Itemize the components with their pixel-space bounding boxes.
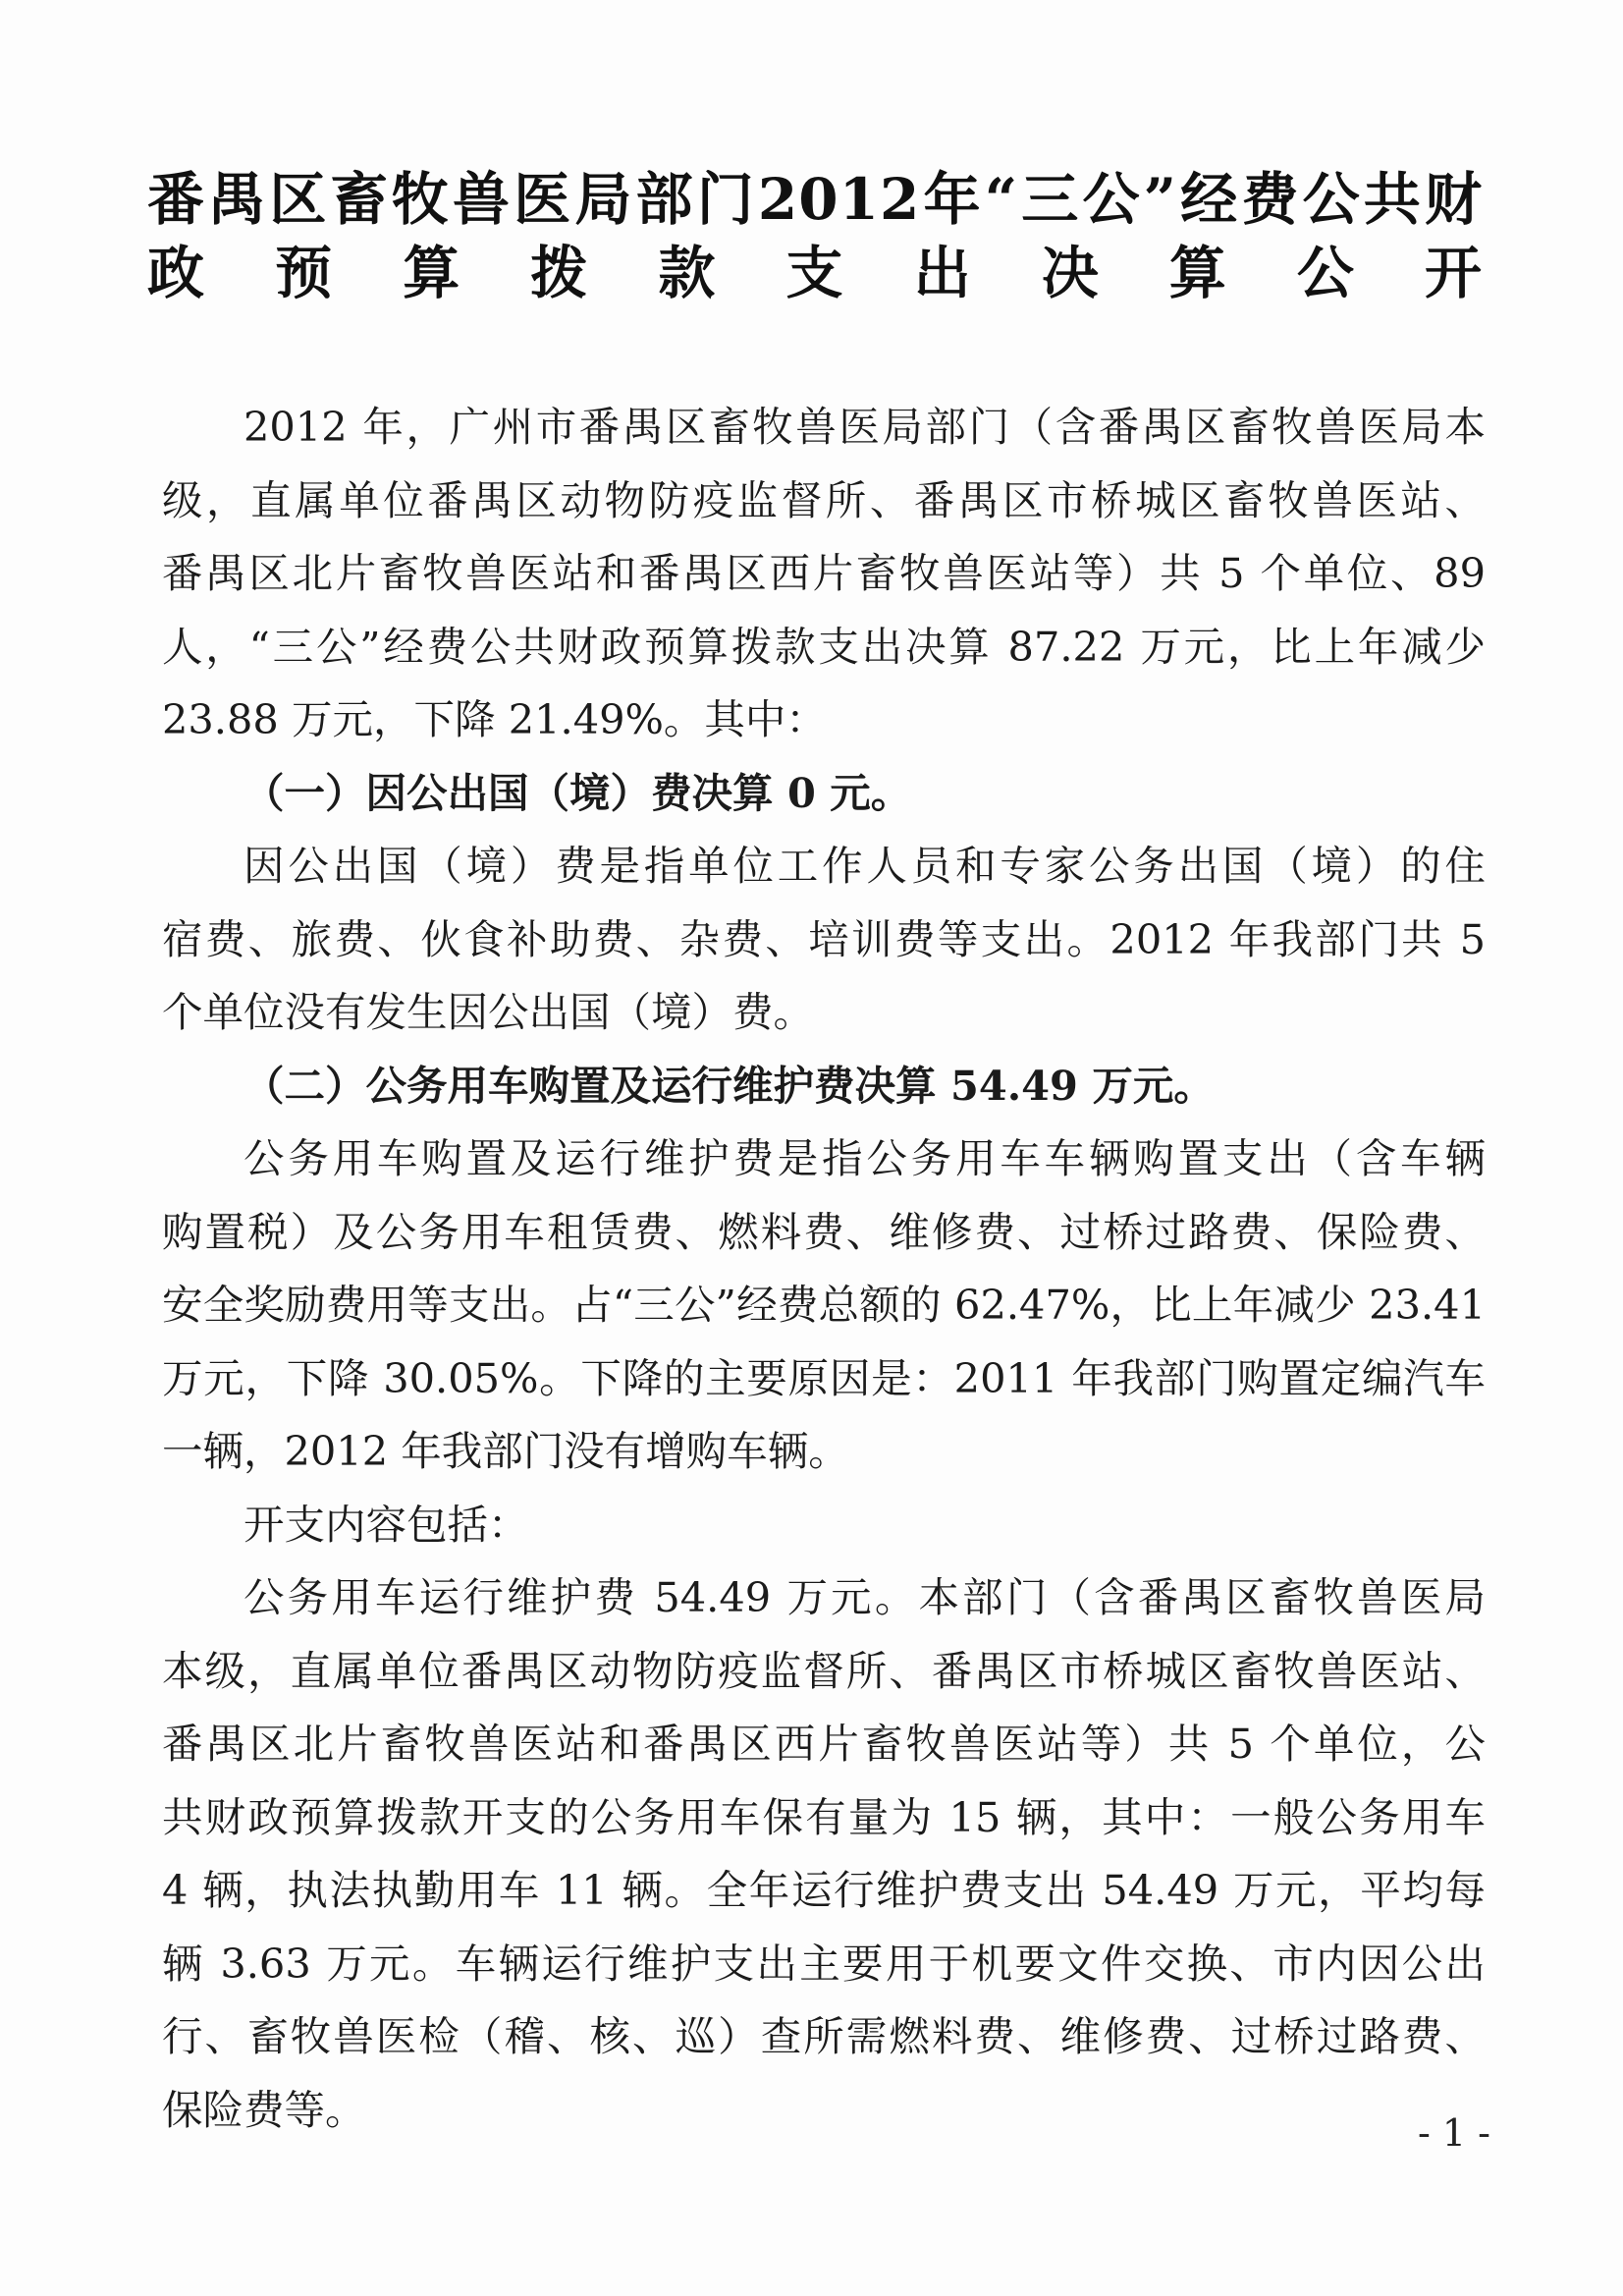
intro-line-1: 2012 年，广州市番禺区畜牧兽医局部门（含番禺区畜牧兽医局本 xyxy=(243,403,1486,451)
expense-line-6: 辆 3.63 万元。车辆运行维护支出主要用于机要文件交换、市内因公出 xyxy=(162,1939,1486,1988)
section2-heading: （二）公务用车购置及运行维护费决算 54.49 万元。 xyxy=(243,1061,1215,1110)
section2-line-1: 公务用车购置及运行维护费是指公务用车车辆购置支出（含车辆 xyxy=(243,1134,1486,1182)
intro-line-3: 番禺区北片畜牧兽医站和番禺区西片畜牧兽医站等）共 5 个单位、89 xyxy=(162,549,1486,597)
expense-intro: 开支内容包括： xyxy=(243,1500,529,1549)
document-body xyxy=(162,391,1486,2147)
expense-line-7: 行、畜牧兽医检（稽、核、巡）查所需燃料费、维修费、过桥过路费、 xyxy=(162,2012,1486,2060)
page-number: - 1 - xyxy=(1417,2111,1490,2155)
expense-line-2: 本级，直属单位番禺区动物防疫监督所、番禺区市桥城区畜牧兽医站、 xyxy=(162,1646,1486,1695)
title-line-1: 番禺区畜牧兽医局部门2012年“三公”经费公共财 xyxy=(147,166,1483,233)
section1-line-3: 个单位没有发生因公出国（境）费。 xyxy=(162,988,815,1036)
section2-line-2: 购置税）及公务用车租赁费、燃料费、维修费、过桥过路费、保险费、 xyxy=(162,1207,1486,1256)
document-title xyxy=(147,155,1483,306)
section1-heading: （一）因公出国（境）费决算 0 元。 xyxy=(243,768,912,817)
expense-line-3: 番禺区北片畜牧兽医站和番禺区西片畜牧兽医站等）共 5 个单位，公 xyxy=(162,1720,1486,1768)
expense-line-1: 公务用车运行维护费 54.49 万元。本部门（含番禺区畜牧兽医局 xyxy=(243,1573,1486,1621)
section2-line-5: 一辆，2012 年我部门没有增购车辆。 xyxy=(162,1427,849,1475)
intro-line-2: 级，直属单位番禺区动物防疫监督所、番禺区市桥城区畜牧兽医站、 xyxy=(162,475,1486,524)
intro-line-5: 23.88 万元，下降 21.49%。其中： xyxy=(162,695,827,743)
section2-line-4: 万元，下降 30.05%。下降的主要原因是：2011 年我部门购置定编汽车 xyxy=(162,1353,1486,1402)
section1-line-1: 因公出国（境）费是指单位工作人员和专家公务出国（境）的住 xyxy=(243,842,1486,890)
expense-line-4: 共财政预算拨款开支的公务用车保有量为 15 辆，其中：一般公务用车 xyxy=(162,1792,1486,1841)
section1-line-2: 宿费、旅费、伙食补助费、杂费、培训费等支出。2012 年我部门共 5 xyxy=(162,914,1486,963)
expense-line-8: 保险费等。 xyxy=(162,2085,366,2134)
expense-line-5: 4 辆，执法执勤用车 11 辆。全年运行维护费支出 54.49 万元，平均每 xyxy=(162,1866,1486,1914)
title-line-2: 政预算拨款支出决算公开 xyxy=(147,239,1483,306)
section2-line-3: 安全奖励费用等支出。占“三公”经费总额的 62.47%，比上年减少 23.41 xyxy=(162,1281,1486,1329)
intro-line-4: 人，“三公”经费公共财政预算拨款支出决算 87.22 万元，比上年减少 xyxy=(162,622,1486,671)
